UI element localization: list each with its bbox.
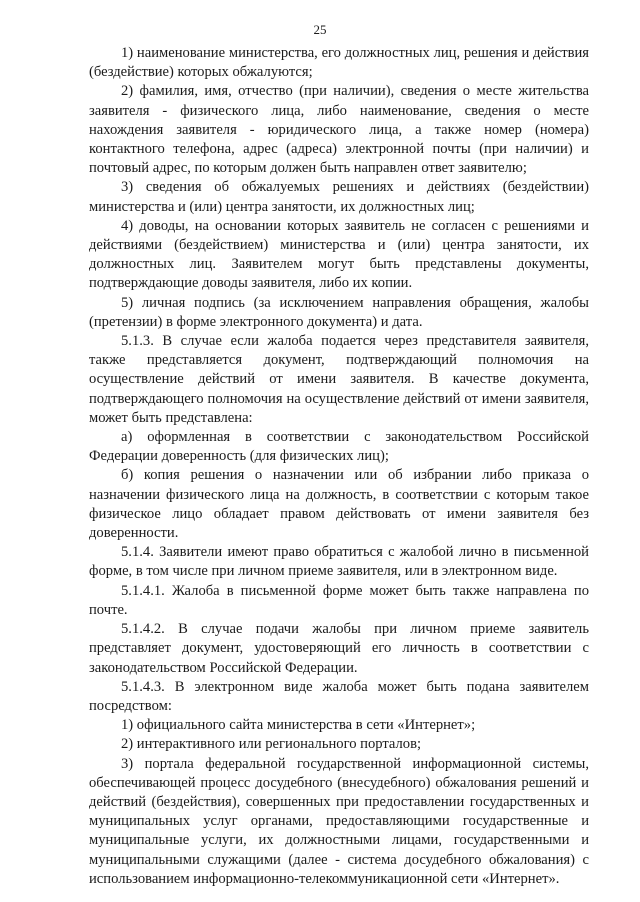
paragraph-5-1-4: 5.1.4. Заявители имеют право обратиться с жалобой лично в письменной форме, в том числе при личном приеме заявителя, или в электронном виде. — [89, 544, 589, 580]
paragraph-item-5: 5) личная подпись (за исключением направления обращения, жалобы (претензии) в форме электронного документа) и дата. — [89, 294, 589, 330]
paragraph-5-1-4-3: 5.1.4.3. В электронном виде жалоба может быть подана заявителем посредством: — [89, 678, 589, 714]
paragraph-item-b: б) копия решения о назначении или об избрании либо приказа о назначении физического лица на должность, в соответствии с которым такое физическое лицо обладает правом действовать от имени заявителя без доверенности. — [89, 467, 589, 542]
paragraph-channel-3: 3) портала федеральной государственной информационной системы, обеспечивающей процесс досудебного (внесудебного) обжалования решений и действий (бездействия), совершенных при предоставлении государственных и муниципальных услуг органами, предоставляющими государственные и муниципальные услуги, их должностными лицами, государственными и муниципальными служащими (далее - система досудебного обжалования) с использованием информационно-телекоммуникационной сети «Интернет». — [89, 755, 589, 887]
paragraph-item-4: 4) доводы, на основании которых заявитель не согласен с решениями и действиями (бездействием) министерства и (или) центра занятости, их должностных лиц. Заявителем могут быть представлены документы, подтверждающие доводы заявителя, либо их копии. — [89, 217, 589, 292]
paragraph-item-a: а) оформленная в соответствии с законодательством Российской Федерации доверенность (для физических лиц); — [89, 429, 589, 465]
paragraph-5-1-3: 5.1.3. В случае если жалоба подается через представителя заявителя, также представляется документ, подтверждающий полномочия на осуществление действий от имени заявителя. В качестве документа, подтверждающего полномочия на осуществление действий от имени заявителя, может быть представлена: — [89, 333, 589, 426]
paragraph-channel-2: 2) интерактивного или регионального порталов; — [121, 736, 422, 753]
paragraph-item-2: 2) фамилия, имя, отчество (при наличии), сведения о месте жительства заявителя - физического лица, либо наименование, сведения о месте нахождения заявителя - юридического лица, а также номер (номера) контактного телефона, адрес (адреса) электронной почты (при наличии) и почтовый адрес, по которым должен быть направлен ответ заявителю; — [89, 83, 589, 177]
page-number: 25 — [313, 22, 327, 37]
paragraph-channel-1: 1) официального сайта министерства в сети «Интернет»; — [121, 717, 476, 734]
document-body — [89, 44, 589, 889]
paragraph-5-1-4-1: 5.1.4.1. Жалоба в письменной форме может быть также направлена по почте. — [89, 582, 589, 618]
paragraph-item-3: 3) сведения об обжалуемых решениях и действиях (бездействии) министерства и (или) центра занятости, их должностных лиц; — [89, 179, 589, 215]
paragraph-item-1: 1) наименование министерства, его должностных лиц, решения и действия (бездействие) которых обжалуются; — [89, 45, 589, 81]
paragraph-5-1-4-2: 5.1.4.2. В случае подачи жалобы при личном приеме заявитель представляет документ, удостоверяющий его личность в соответствии с законодательством Российской Федерации. — [89, 621, 589, 676]
